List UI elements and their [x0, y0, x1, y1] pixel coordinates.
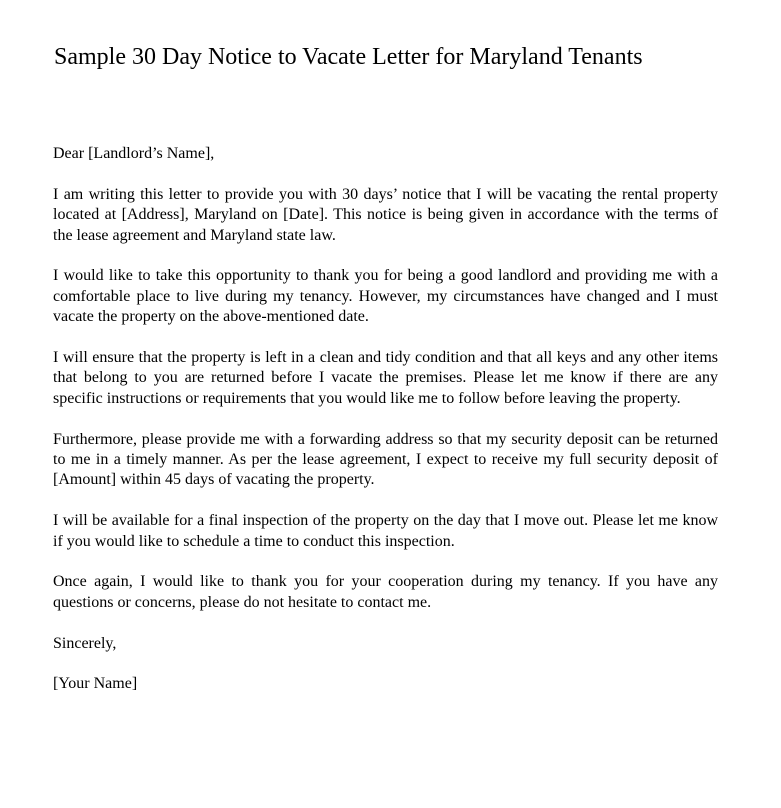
salutation: Dear [Landlord’s Name], [53, 145, 215, 162]
closing: Sincerely, [53, 634, 117, 652]
paragraph-deposit: Furthermore, please provide me with a forwarding address so that my security deposit can be returned to me in a timely manner. As per the lease agreement, I expect to receive my full security deposit of [Amount] within 45 days of vacating the property. [53, 430, 718, 489]
paragraph-notice: I am writing this letter to provide you with 30 days’ notice that I will be vacating the rental property located at [Address], Maryland on [Date]. This notice is being given in accordance with the terms of the lease agreement and Maryland state law. [53, 185, 718, 244]
signature: [Your Name] [53, 675, 138, 693]
letter-body [53, 144, 718, 695]
paragraph-condition: I will ensure that the property is left in a clean and tidy condition and that all keys and any other items that belong to you are returned before I vacate the premises. Please let me know if there are any specific instructions or requirements that you would like me to follow before leaving the property. [53, 349, 718, 407]
document-title: Sample 30 Day Notice to Vacate Letter for Maryland Tenants [54, 44, 643, 70]
paragraph-thanks: I would like to take this opportunity to thank you for being a good landlord and providing me with a comfortable place to live during my tenancy. However, my circumstances have changed and I must vacate the property on the above-mentioned date. [53, 267, 718, 326]
paragraph-inspection: I will be available for a final inspection of the property on the day that I move out. Please let me know if you would like to schedule a time to conduct this inspection. [53, 512, 718, 550]
paragraph-closing-thanks: Once again, I would like to thank you for your cooperation during my tenancy. If you have any questions or concerns, please do not hesitate to contact me. [53, 573, 718, 611]
